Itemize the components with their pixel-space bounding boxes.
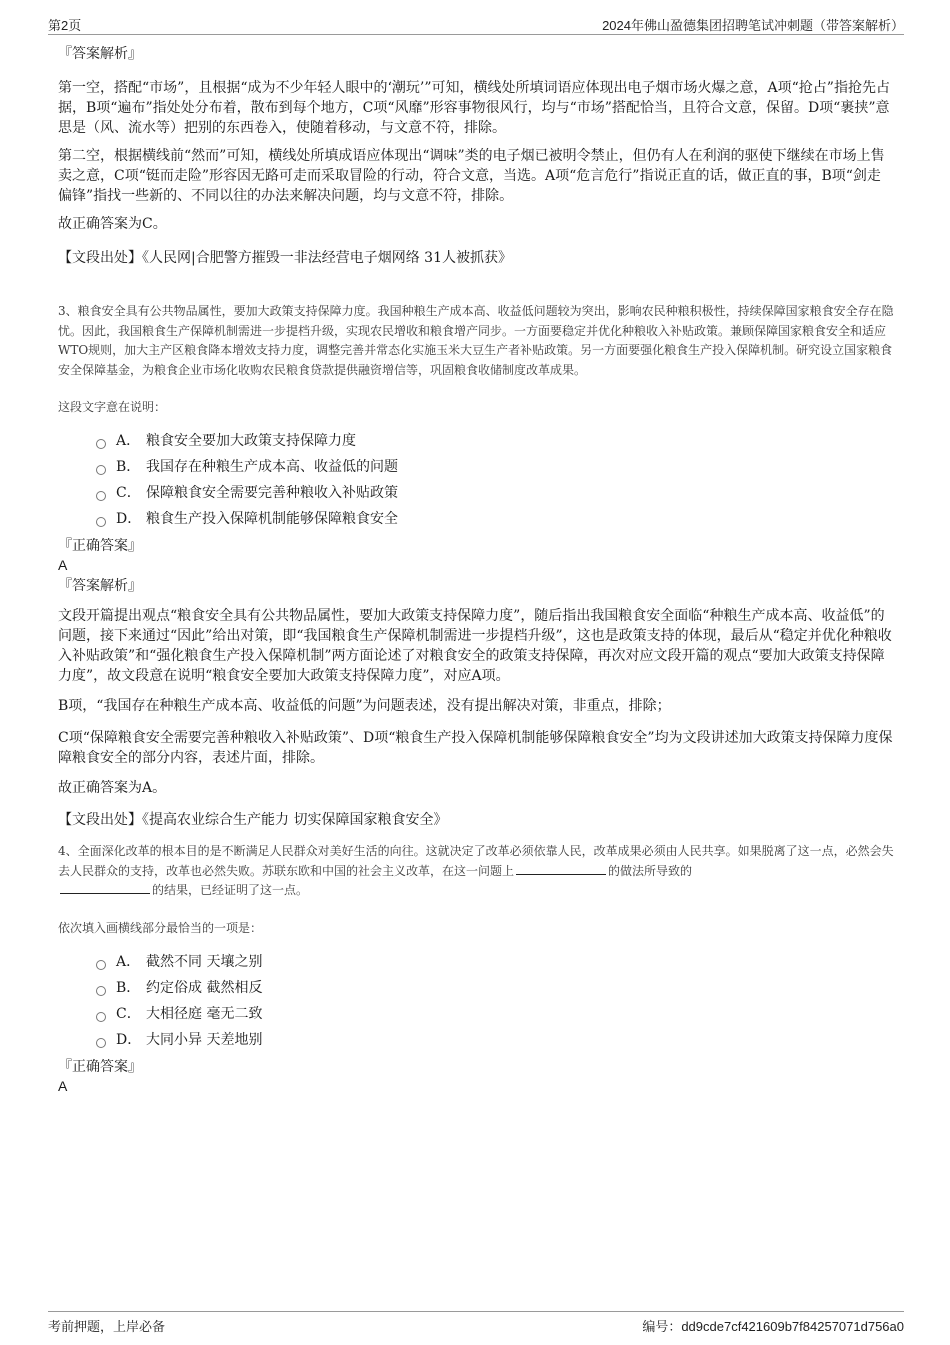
main-content [58, 44, 894, 1095]
analysis-paragraph: C项“保障粮食安全需要完善种粮收入补贴政策”、D项“粮食生产投入保障机制能够保障粮食安全”均为文段讲述加大政策支持保障力度保障粮食安全的部分内容，表述片面，排除。 [58, 730, 893, 766]
source-citation: 【文段出处】《人民网|合肥警方摧毁一非法经营电子烟网络 31人被抓获》 [58, 250, 512, 266]
radio-icon[interactable] [96, 960, 106, 970]
radio-icon[interactable] [96, 1038, 106, 1048]
option-d[interactable]: D． 大同小异 天差地别 [96, 1027, 894, 1053]
question-3-prompt: 这段文字意在说明： [58, 400, 167, 414]
radio-icon[interactable] [96, 1012, 106, 1022]
question-3-options [58, 428, 894, 532]
page-footer [48, 1311, 904, 1334]
analysis-paragraph: 第二空，根据横线前“然而”可知，横线处所填成语应体现出“调味”类的电子烟已被明令禁止，但仍有人在利润的驱使下继续在市场上售卖之意，C项“铤而走险”形容因无路可走而采取冒险的行动，符合文意，当选。A项“危言危行”指说正直的话，做正直的事，B项“剑走偏锋”指找一些新的、不同以往的办法来解决问题，均与文意不符，排除。 [58, 148, 885, 204]
option-a[interactable]: A． 截然不同 天壤之别 [96, 949, 894, 975]
analysis-paragraph: 第一空，搭配“市场”，且根据“成为不少年轻人眼中的‘潮玩’”可知，横线处所填词语应体现出电子烟市场火爆之意，A项“抢占”指抢先占据，B项“遍布”指处处分布着，散布到每个地方，C项“风靡”形容事物很风行，均与“市场”搭配恰当，且符合文意，保留。D项“裹挟”意思是（风、流水等）把别的东西卷入，使随着移动，与文意不符，排除。 [58, 80, 890, 136]
answer-value: A [58, 1077, 68, 1094]
radio-icon[interactable] [96, 491, 106, 501]
fill-blank [60, 881, 150, 894]
analysis-paragraph: 文段开篇提出观点“粮食安全具有公共物品属性，要加大政策支持保障力度”，随后指出我国粮食安全面临“种粮生产成本高、收益低”的问题，接下来通过“因此”给出对策，即“我国粮食生产保障机制需进一步提档升级”，这也是政策支持的体现，最后从“稳定并优化种粮收入补贴政策”和“强化粮食生产投入保障机制”两方面论述了对粮食安全的政策支持保障，再次对应文段开篇的观点“要加大政策支持保障力度”，故文段意在说明“粮食安全要加大政策支持保障力度”，对应A项。 [58, 608, 892, 684]
conclusion: 故正确答案为C。 [58, 216, 167, 232]
option-c[interactable]: C． 保障粮食安全需要完善种粮收入补贴政策 [96, 480, 894, 506]
conclusion: 故正确答案为A。 [58, 780, 167, 796]
footer-slogan: 考前押题，上岸必备 [48, 1320, 166, 1335]
page-number: 第2页 [48, 18, 82, 33]
analysis-tag: 『答案解析』 [58, 578, 142, 594]
page-header [48, 12, 904, 35]
option-c[interactable]: C． 大相径庭 毫无二致 [96, 1001, 894, 1027]
source-citation: 【文段出处】《提高农业综合生产能力 切实保障国家粮食安全》 [58, 812, 448, 828]
option-a[interactable]: A． 粮食安全要加大政策支持保障力度 [96, 428, 894, 454]
radio-icon[interactable] [96, 439, 106, 449]
fill-blank [516, 862, 606, 875]
option-d[interactable]: D． 粮食生产投入保障机制能够保障粮食安全 [96, 506, 894, 532]
radio-icon[interactable] [96, 517, 106, 527]
question-4-text: 4、全面深化改革的根本目的是不断满足人民群众对美好生活的向往。这就决定了改革必须依靠人民，改革成果必须由人民共享。如果脱离了这一点，必然会失去人民群众的支持，改革也必然失败。苏联东欧和中国的社会主义改革，在这一问题上 的做法所导致的 的结果，已经证明了这一点。 [58, 844, 894, 897]
radio-icon[interactable] [96, 465, 106, 475]
option-b[interactable]: B． 约定俗成 截然相反 [96, 975, 894, 1001]
answer-value: A [58, 557, 68, 573]
document-code: 编号：dd9cde7cf421609b7f84257071d756a0 [642, 1319, 904, 1335]
analysis-paragraph: B项，“我国存在种粮生产成本高、收益低的问题”为问题表述，没有提出解决对策，非重点，排除； [58, 698, 671, 714]
question-4-prompt: 依次填入画横线部分最恰当的一项是： [58, 920, 263, 935]
radio-icon[interactable] [96, 986, 106, 996]
answer-tag: 『正确答案』 [58, 1058, 142, 1075]
answer-tag: 『正确答案』 [58, 538, 142, 554]
question-3-text: 3、粮食安全具有公共物品属性，要加大政策支持保障力度。我国种粮生产成本高、收益低问题较为突出，影响农民种粮积极性，持续保障国家粮食安全存在隐忧。因此，我国粮食生产保障机制需进一步提档升级，实现农民增收和粮食增产同步。一方面要稳定并优化种粮收入补贴政策。兼顾保障国家粮食安全和适应WTO规则，加大主产区粮食降本增效支持力度，调整完善并常态化实施玉米大豆生产者补贴政策。另一方面要强化粮食生产投入保障机制。研究设立国家粮食安全保障基金，为粮食企业市场化收购农民粮食贷款提供融资增信等，巩固粮食收储制度改革成果。 [58, 304, 894, 377]
question-4-options [58, 949, 894, 1053]
option-b[interactable]: B． 我国存在种粮生产成本高、收益低的问题 [96, 454, 894, 480]
analysis-tag: 『答案解析』 [58, 46, 142, 62]
document-title: 2024年佛山盈德集团招聘笔试冲刺题（带答案解析） [602, 18, 904, 33]
